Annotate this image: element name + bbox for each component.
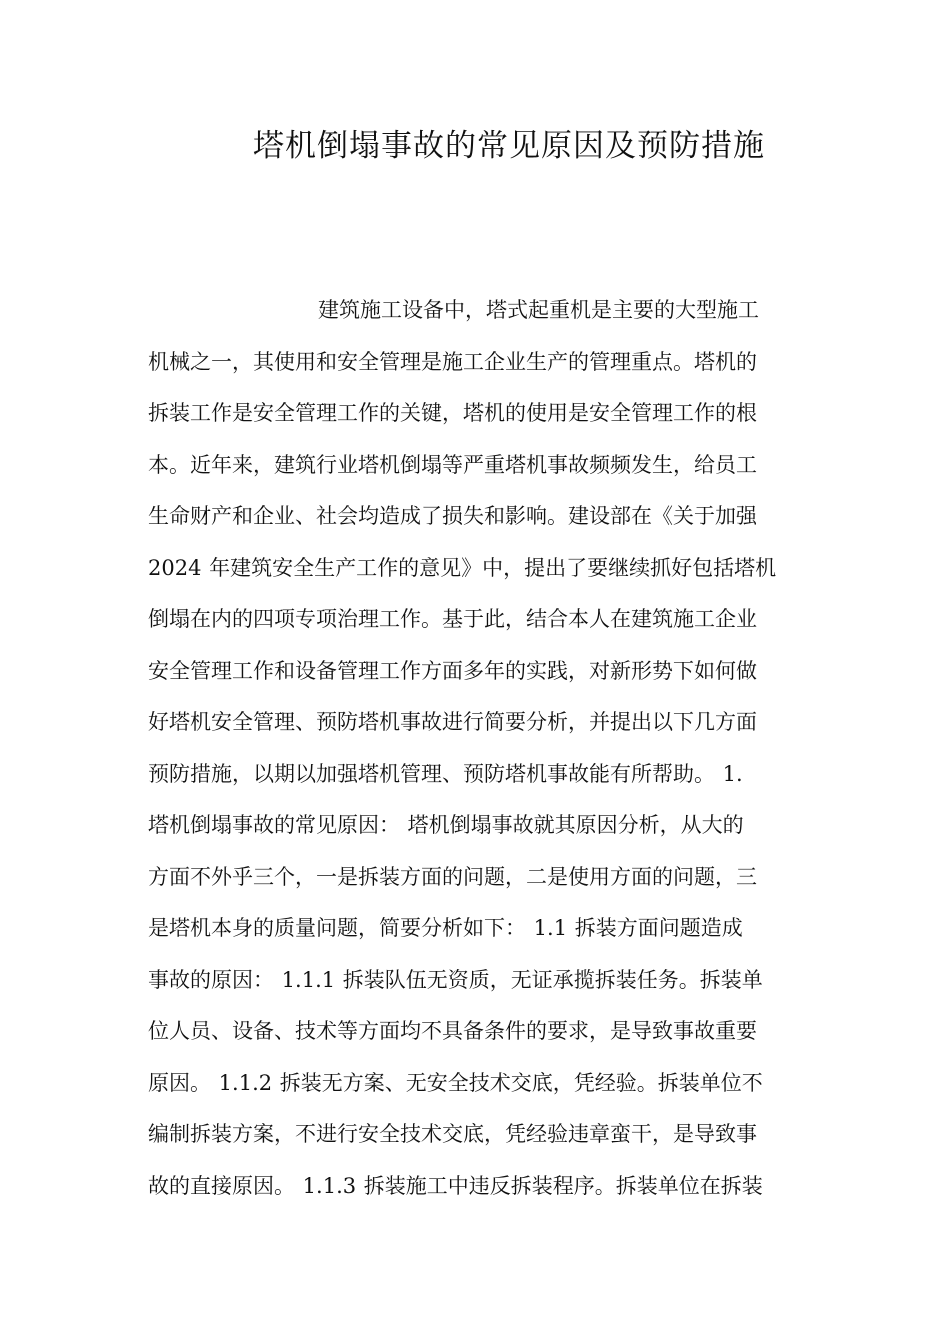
- body-line: 生命财产和企业、社会均造成了损失和影响。建设部在《关于加强: [148, 504, 757, 528]
- body-line: 预防措施，以期以加强塔机管理、预防塔机事故能有所帮助。 1.: [148, 761, 743, 786]
- body-line: 编制拆装方案，不进行安全技术交底，凭经验违章蛮干，是导致事: [148, 1122, 757, 1146]
- body-line: 本。近年来，建筑行业塔机倒塌等严重塔机事故频频发生，给员工: [148, 452, 757, 477]
- body-line: 位人员、设备、技术等方面均不具备条件的要求，是导致事故重要: [148, 1019, 757, 1043]
- body-line: 好塔机安全管理、预防塔机事故进行简要分析，并提出以下几方面: [148, 710, 757, 734]
- body-line: 塔机倒塌事故的常见原因： 塔机倒塌事故就其原因分析，从大的: [148, 813, 744, 837]
- body-line: 事故的原因： 1.1.1 拆装队伍无资质，无证承揽拆装任务。拆装单: [148, 967, 763, 992]
- body-line: 是塔机本身的质量问题，简要分析如下： 1.1 拆装方面问题造成: [148, 916, 743, 940]
- body-line: 原因。 1.1.2 拆装无方案、无安全技术交底，凭经验。拆装单位不: [148, 1070, 763, 1095]
- body-line: 故的直接原因。 1.1.3 拆装施工中违反拆装程序。拆装单位在拆装: [148, 1173, 763, 1198]
- body-line: 2024 年建筑安全生产工作的意见》中，提出了要继续抓好包括塔机: [148, 555, 777, 580]
- document-title: 塔机倒塌事故的常见原因及预防措施: [253, 128, 765, 164]
- body-line: 倒塌在内的四项专项治理工作。基于此，结合本人在建筑施工企业: [148, 607, 757, 631]
- document-body: [148, 294, 808, 1221]
- body-line: 机械之一，其使用和安全管理是施工企业生产的管理重点。塔机的: [148, 349, 757, 374]
- body-line: 方面不外乎三个，一是拆装方面的问题，二是使用方面的问题，三: [148, 864, 757, 889]
- body-line: 安全管理工作和设备管理工作方面多年的实践，对新形势下如何做: [148, 658, 757, 683]
- body-line: 拆装工作是安全管理工作的关键，塔机的使用是安全管理工作的根: [148, 401, 757, 425]
- body-line: 建筑施工设备中，塔式起重机是主要的大型施工: [318, 298, 759, 322]
